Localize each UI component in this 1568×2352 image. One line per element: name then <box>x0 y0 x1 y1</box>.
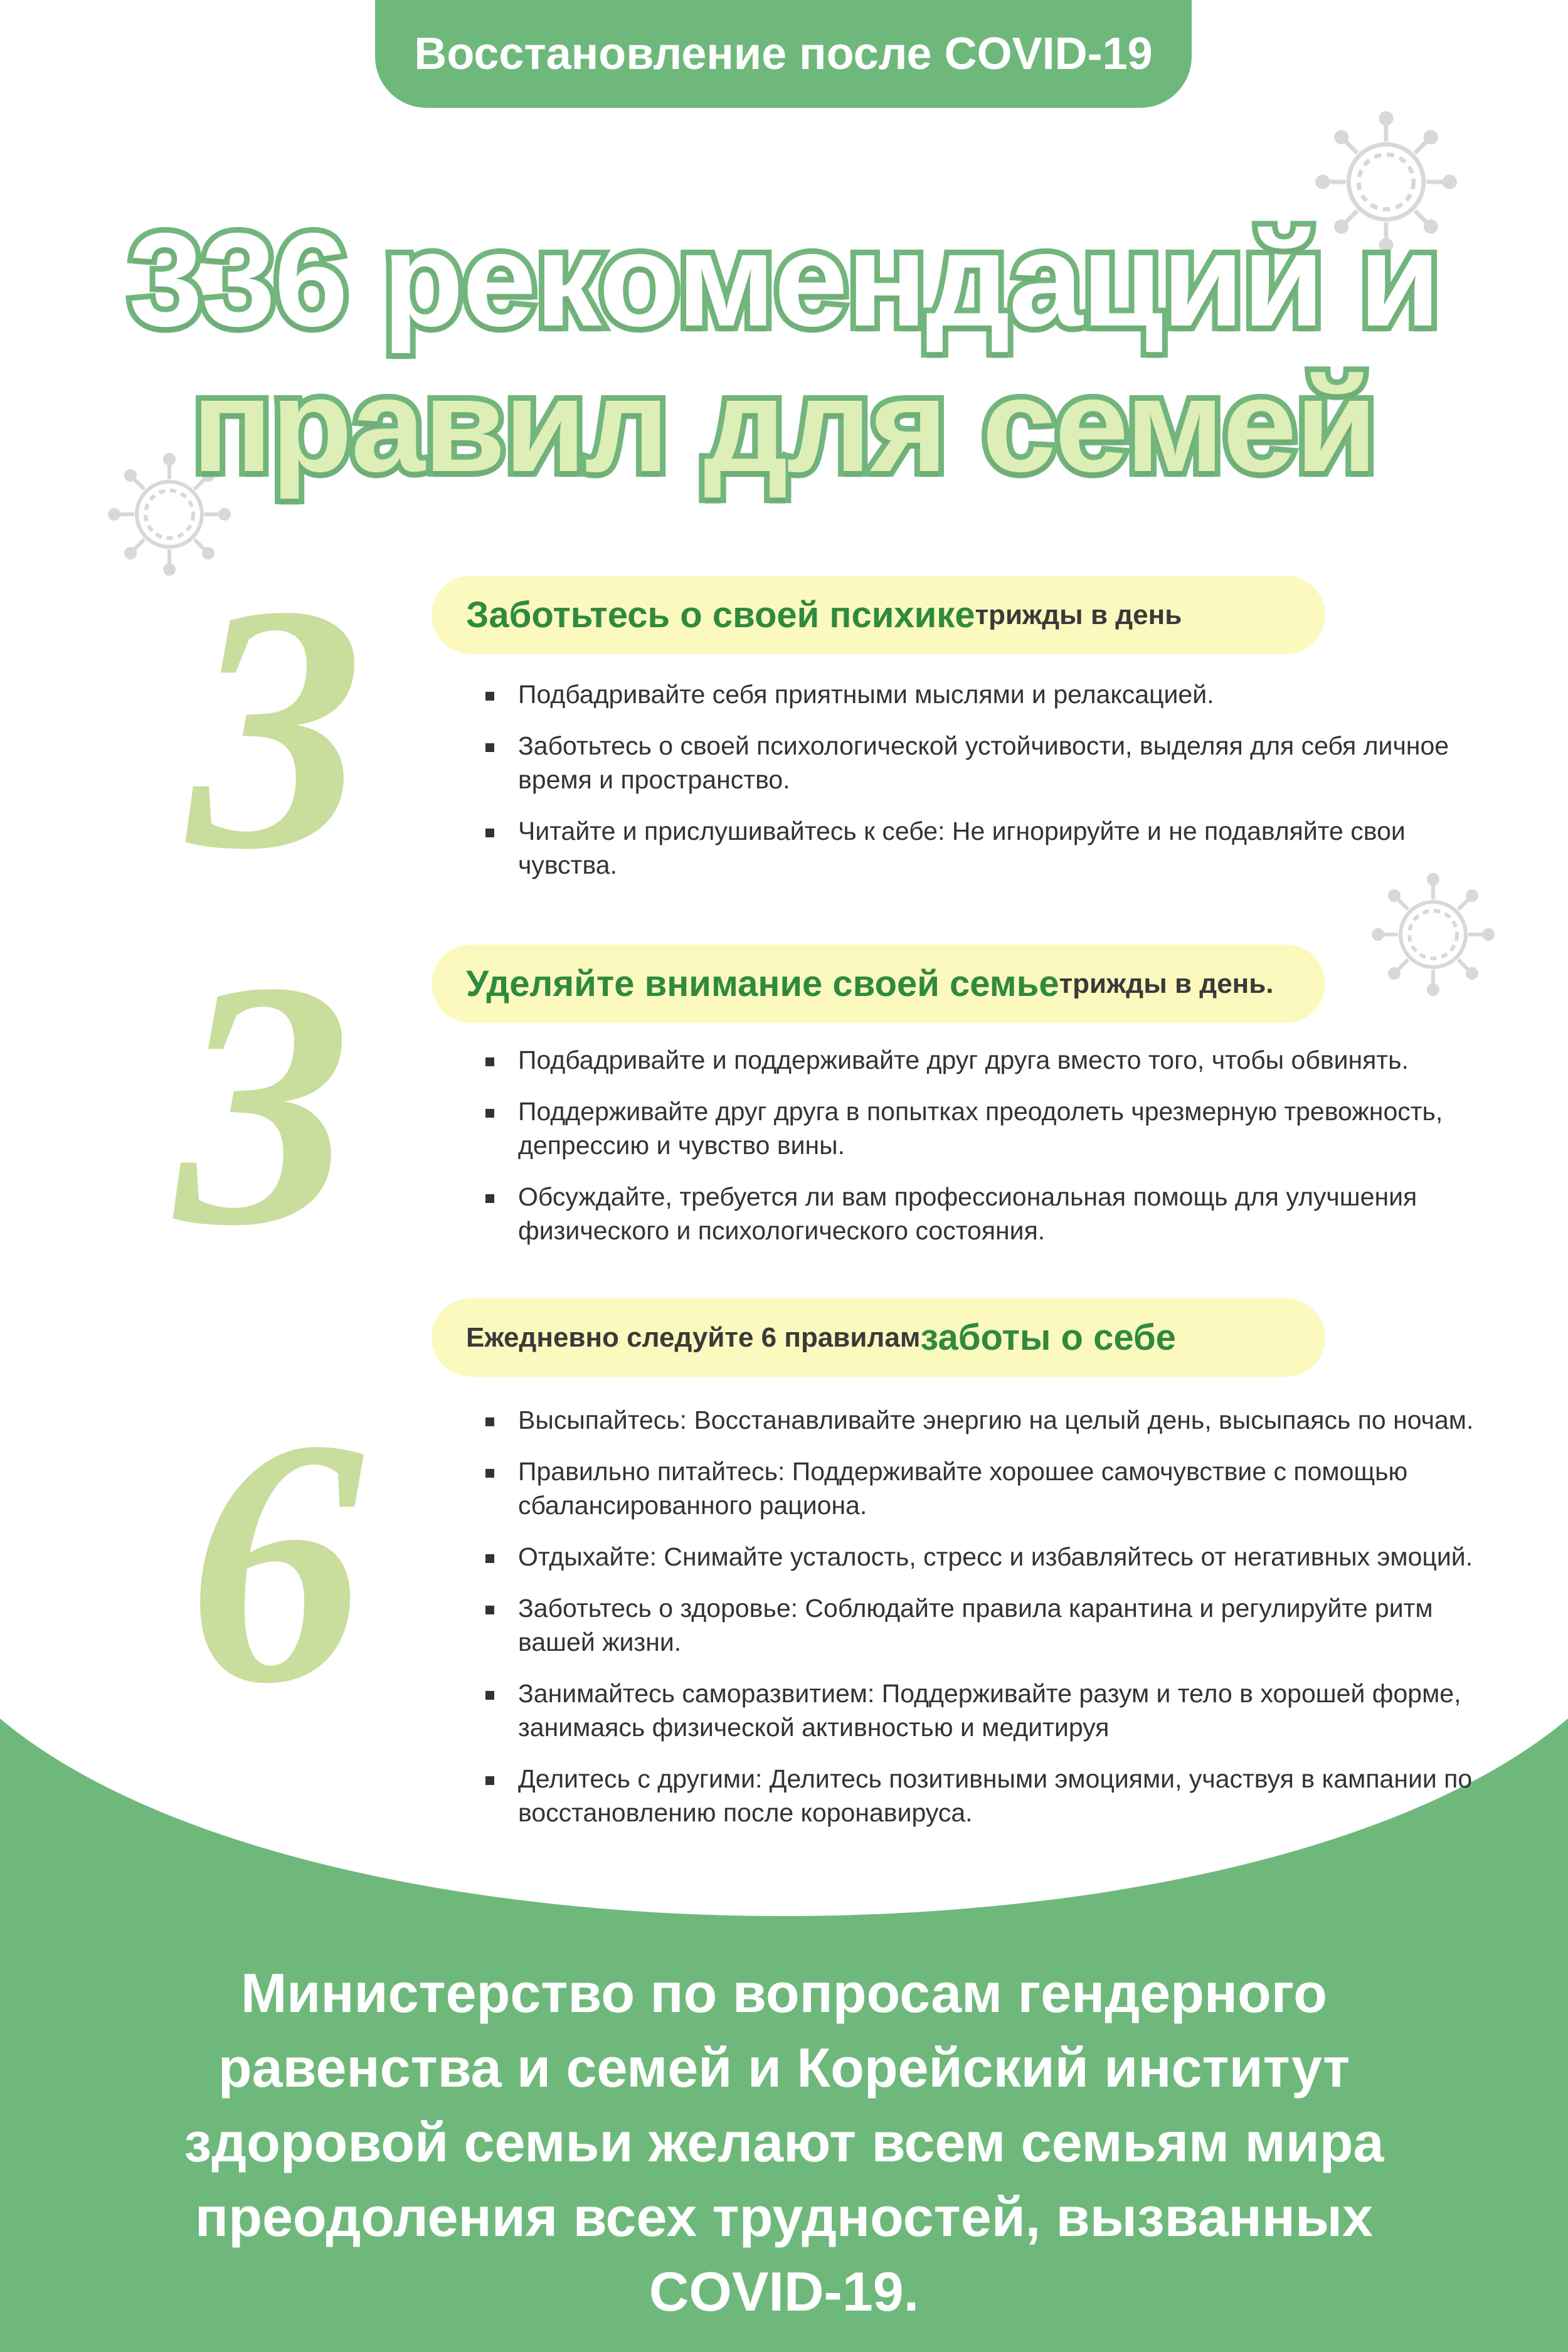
heading-suffix: трижды в день <box>975 599 1182 630</box>
footer-line: здоровой семьи желают всем семьям мира <box>184 2111 1384 2173</box>
list-item: Обсуждайте, требуется ли вам профессиональная помощь для улучшения физического и психологического состояния. <box>483 1180 1474 1248</box>
footer-line: преодоления всех трудностей, вызванных <box>195 2186 1373 2248</box>
list-item: Подбадривайте себя приятными мыслями и релаксацией. <box>483 677 1474 711</box>
section-number: 3 <box>188 533 364 922</box>
heading-prefix: Ежедневно следуйте 6 правилам <box>466 1322 921 1353</box>
banner-text: Восстановление после COVID-19 <box>414 29 1153 79</box>
list-item: Правильно питайтесь: Поддерживайте хорошее самочувствие с помощью сбалансированного рациона. <box>483 1454 1474 1522</box>
section-heading <box>432 945 1325 1023</box>
heading-main: заботы о себе <box>920 1317 1176 1358</box>
list-item: Отдыхайте: Снимайте усталость, стресс и избавляйтесь от негативных эмоций. <box>483 1540 1474 1574</box>
bullet-list <box>483 677 1474 899</box>
top-banner <box>375 0 1192 108</box>
bullet-list <box>483 1403 1474 1847</box>
section-heading <box>432 1298 1325 1377</box>
footer-line: COVID-19. <box>649 2260 919 2323</box>
section-heading <box>432 576 1325 654</box>
bullet-list <box>483 1043 1474 1265</box>
list-item: Делитесь с другими: Делитесь позитивными эмоциями, участвуя в кампании по восстановлению после коронавируса. <box>483 1762 1474 1830</box>
section-number: 3 <box>176 909 351 1298</box>
page-title <box>0 207 1568 498</box>
section-number: 6 <box>188 1367 364 1756</box>
footer-line: равенства и семей и Корейский институт <box>218 2037 1350 2099</box>
list-item: Поддерживайте друг друга в попытках преодолеть чрезмерную тревожность, депрессию и чувство вины. <box>483 1094 1474 1162</box>
list-item: Занимайтесь саморазвитием: Поддерживайте разум и тело в хорошей форме, занимаясь физической активностью и медитируя <box>483 1677 1474 1744</box>
heading-main: Заботьтесь о своей психике <box>466 595 975 635</box>
heading-main: Уделяйте внимание своей семье <box>466 963 1059 1004</box>
title-line-1: 336 рекомендаций и <box>129 205 1439 354</box>
list-item: Читайте и прислушивайтесь к себе: Не игнорируйте и не подавляйте свои чувства. <box>483 814 1474 882</box>
list-item: Высыпайтесь: Восстанавливайте энергию на целый день, высыпаясь по ночам. <box>483 1403 1474 1437</box>
heading-suffix: трижды в день. <box>1059 968 1274 999</box>
footer-message <box>0 1956 1568 2329</box>
list-item: Заботьтесь о здоровье: Соблюдайте правила карантина и регулируйте ритм вашей жизни. <box>483 1591 1474 1659</box>
footer-line: Министерство по вопросам гендерного <box>240 1962 1328 2024</box>
title-line-2: правил для семей <box>192 351 1376 499</box>
list-item: Подбадривайте и поддерживайте друг друга вместо того, чтобы обвинять. <box>483 1043 1474 1077</box>
list-item: Заботьтесь о своей психологической устойчивости, выделяя для себя личное время и пространство. <box>483 729 1474 797</box>
